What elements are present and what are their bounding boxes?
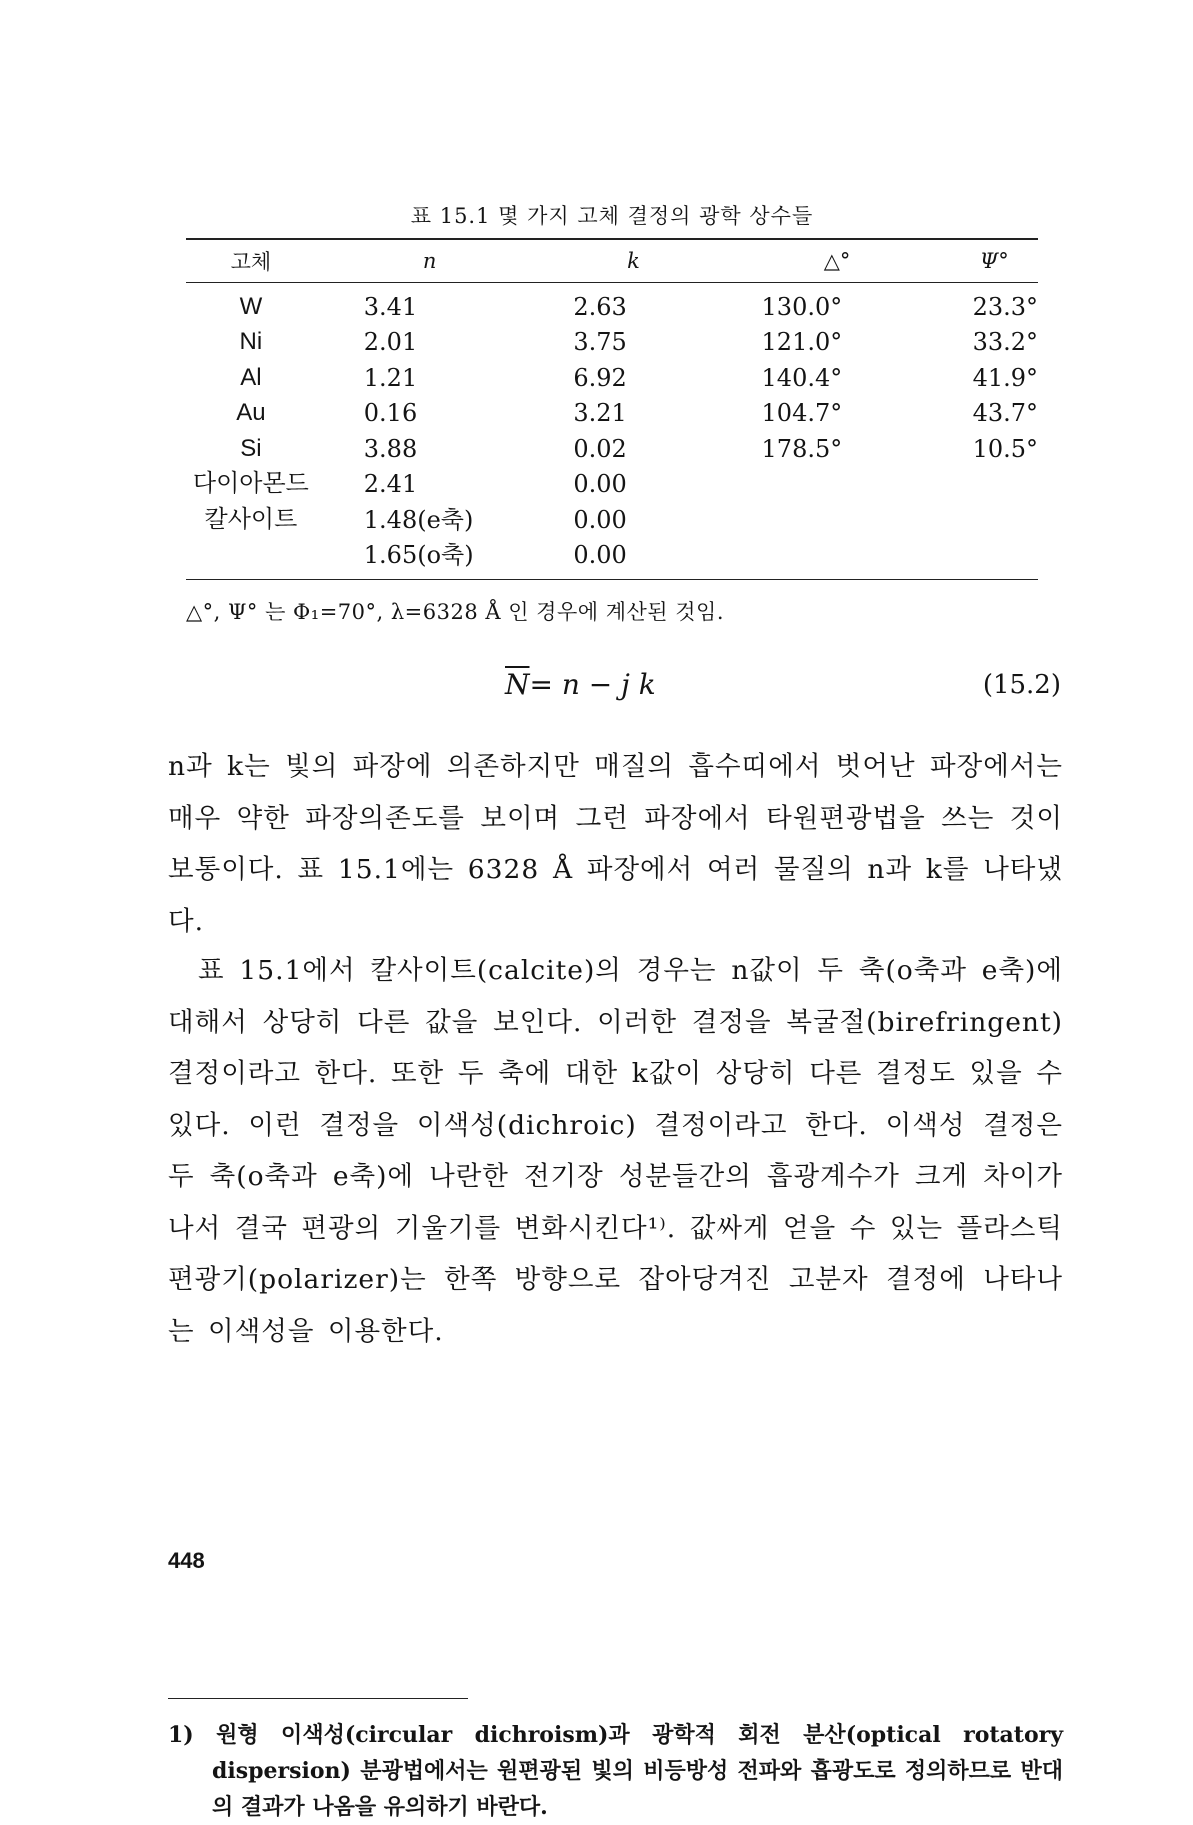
cell-psi: 43.7° [972,399,1038,428]
cell-delta: 104.7° [761,399,843,428]
equation-lhs: $\overline{N}$ [505,668,530,701]
equation-number: (15.2) [982,670,1061,700]
cell-delta: 140.4° [761,363,843,392]
table-row [186,431,1038,467]
cell-n: 3.41 [363,292,418,321]
equation-15-2 [505,668,656,701]
table-caption: 표 15.1 몇 가지 고체 결정의 광학 상수들 [410,204,814,228]
table-row [186,467,1038,503]
cell-n: 0.16 [363,399,418,428]
cell-solid: W [239,292,263,320]
cell-delta: 130.0° [761,292,843,321]
cell-psi [951,502,1038,538]
cell-n: 2.01 [363,328,418,357]
cell-k: 2.63 [573,292,627,321]
equation-rhs: = n − j k [529,668,656,701]
footnote-divider [168,1698,468,1699]
table-row [186,538,1038,580]
table-header-row [186,239,1038,283]
header-solid: 고체 [230,251,272,274]
table-row [186,325,1038,361]
header-psi: Ψ° [979,249,1009,273]
cell-psi [951,538,1038,580]
cell-solid: Ni [239,328,263,356]
cell-delta [724,538,951,580]
cell-n: 1.48(e축) [363,505,474,534]
cell-delta [724,502,951,538]
cell-k: 0.02 [573,434,627,463]
cell-k: 0.00 [573,470,627,499]
body-paragraph-2: 표 15.1에서 칼사이트(calcite)의 경우는 n값이 두 축(o축과 e축)에 대해서 상당히 다른 값을 보인다. 이러한 결정을 복굴절(birefringent) 결정이라고 한다. 또한 두 축에 대한 k값이 상당히 다른 결정도 있을 수 있다. 이런 결정을 이색성(dichroic) 결정이라고 한다. 이색성 결정은 두 축(o축과 e축)에 나란한 전기장 성분들간의 흡광계수가 크게 차이가 나서 결국 편광의 기울기를 변화시킨다¹⁾. 값싸게 얻을 수 있는 플라스틱 편광기(polarizer)는 한쪽 방향으로 잡아당겨진 고분자 결정에 나타나는 이색성을 이용한다. [168,955,1063,1347]
cell-psi: 10.5° [972,434,1038,463]
cell-solid: Si [240,434,262,462]
cell-solid: Al [240,363,262,391]
header-delta: △° [823,249,851,273]
cell-delta [724,467,951,503]
body-paragraph-1: n과 k는 빛의 파장에 의존하지만 매질의 흡수띠에서 벗어난 파장에서는 매우 약한 파장의존도를 보이며 그런 파장에서 타원편광법을 쓰는 것이 보통이다. 표 15.1에는 6328 Å 파장에서 여러 물질의 n과 k를 나타냈다. [168,751,1063,937]
table-row [186,502,1038,538]
table-note: △°, Ψ° 는 Φ₁=70°, λ=6328 Å 인 경우에 계산된 것임. [186,600,724,624]
table-row [186,360,1038,396]
header-k: k [627,249,640,273]
table-row [186,283,1038,325]
cell-k: 0.00 [573,505,627,534]
cell-solid [186,538,316,580]
cell-psi: 33.2° [972,328,1038,357]
cell-k: 3.21 [573,399,627,428]
optical-constants-table [186,238,1038,580]
header-n: n [422,249,437,273]
cell-psi: 41.9° [972,363,1038,392]
cell-psi: 23.3° [972,292,1038,321]
cell-solid: 다이아몬드 [192,470,309,498]
footnote: 1) 원형 이색성(circular dichroism)과 광학적 회전 분산(optical rotatory dispersion) 분광법에서는 원편광된 빛의 비등방성 전파와 흡광도로 정의하므로 반대의 결과가 나옴을 유의하기 바란다. [168,1722,1063,1820]
page-number: 448 [168,1548,205,1573]
cell-psi [951,467,1038,503]
cell-delta: 178.5° [761,434,843,463]
optical-constants-table-wrap [186,238,1038,580]
table-row [186,396,1038,432]
cell-k: 0.00 [573,541,627,570]
cell-n: 1.21 [363,363,418,392]
cell-n: 2.41 [363,470,418,499]
cell-k: 6.92 [573,363,627,392]
cell-k: 3.75 [573,328,627,357]
cell-solid: 칼사이트 [204,505,298,533]
cell-solid: Au [236,399,266,427]
cell-n: 3.88 [363,434,418,463]
cell-n: 1.65(o축) [363,541,474,570]
cell-delta: 121.0° [761,328,843,357]
